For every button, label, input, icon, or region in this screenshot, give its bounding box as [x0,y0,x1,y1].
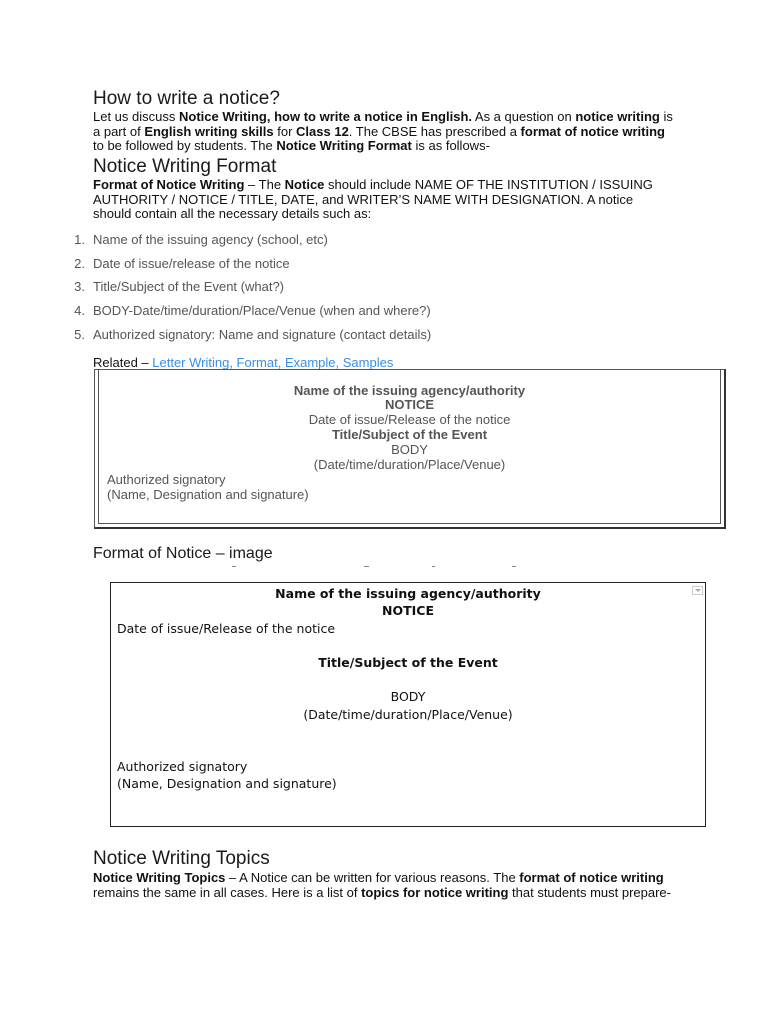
notice-format-box [94,369,726,529]
box-body-detail: (Date/time/duration/Place/Venue) [313,457,506,472]
box-body: BODY [391,442,428,457]
related-link[interactable]: Letter Writing, Format, Example, Samples [152,355,394,370]
heading-notice-format: Notice Writing Format [93,156,277,177]
img-signatory-detail: (Name, Designation and signature) [117,776,337,791]
topics-paragraph: Notice Writing Topics – A Notice can be written for various reasons. The format of notice writing remains the same in all cases. Here is a list of topics for notice writing that students must prepare- [93,870,671,900]
img-body: BODY [390,689,426,704]
img-agency: Name of the issuing agency/authority [275,586,541,601]
heading-how-to-write: How to write a notice? [93,88,280,109]
img-title: Title/Subject of the Event [318,655,498,670]
image-caption: Format of Notice – image [93,545,273,562]
img-body-detail: (Date/time/duration/Place/Venue) [303,707,513,722]
img-date: Date of issue/Release of the notice [117,621,336,636]
related-line: Related – Letter Writing, Format, Example, Samples [93,355,394,370]
box-title: Title/Subject of the Event [331,427,488,442]
list-item: 5. Authorized signatory: Name and signature (contact details) [74,327,432,342]
format-paragraph: Format of Notice Writing – The Notice should include NAME OF THE INSTITUTION / ISSUING AUTHORITY / NOTICE / TITLE, DATE, and WRITER’S NAME WITH DESIGNATION. A notice should contain all the necessary details such as: [93,177,653,222]
box-date: Date of issue/Release of the notice [308,412,511,427]
list-item: 4. BODY-Date/time/duration/Place/Venue (when and where?) [74,303,431,318]
notice-format-image [110,582,706,827]
list-item: 1. Name of the issuing agency (school, etc) [74,232,328,247]
heading-notice-topics: Notice Writing Topics [93,848,270,869]
list-item: 3. Title/Subject of the Event (what?) [74,279,285,294]
box-signatory: Authorized signatory [107,472,226,487]
box-agency: Name of the issuing agency/authority [293,383,526,398]
img-signatory: Authorized signatory [117,759,248,774]
box-signatory-detail: (Name, Designation and signature) [107,487,309,502]
img-notice: NOTICE [382,603,434,618]
list-item: 2. Date of issue/release of the notice [74,256,290,271]
intro-paragraph: Let us discuss Notice Writing, how to write a notice in English. As a question on notice writing is a part of English writing skills for Class 12. The CBSE has prescribed a format of notice writing to be followed by students. The Notice Writing Format is as follows- [93,109,673,154]
box-notice: NOTICE [384,397,435,412]
